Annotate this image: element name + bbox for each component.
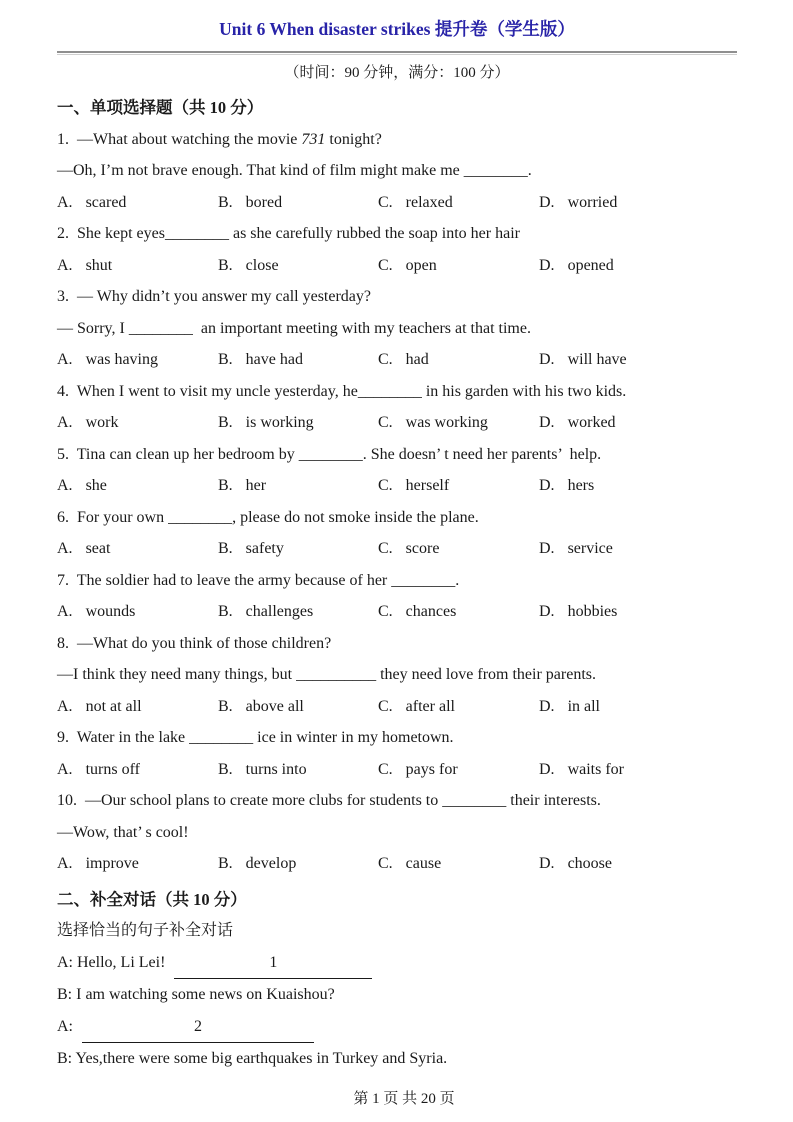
question-line: 6. For your own ________, please do not smoke inside the plane. [57, 508, 479, 526]
option-text: pays for [405, 760, 458, 778]
option-letter: A. [57, 603, 73, 620]
option-letter: D. [539, 414, 555, 431]
option-text: worked [567, 414, 616, 431]
options-row [57, 691, 737, 723]
option-letter: C. [378, 697, 393, 715]
option-letter: D. [539, 603, 555, 620]
page-header [57, 16, 737, 88]
option-text: service [567, 540, 613, 557]
option [218, 407, 378, 439]
option [57, 407, 218, 439]
option-letter: D. [539, 193, 555, 211]
option-letter: C. [378, 477, 393, 494]
option-letter: A. [57, 760, 73, 778]
option-text: turns off [85, 760, 140, 778]
question-block [57, 565, 737, 628]
option-letter: B. [218, 603, 233, 620]
option [539, 754, 737, 786]
option [218, 187, 378, 219]
section2-instruction: 选择恰当的句子补全对话 [57, 922, 234, 939]
option-text: had [405, 351, 429, 368]
option-letter: A. [57, 477, 73, 494]
option-letter: C. [378, 351, 393, 368]
option-text: relaxed [405, 193, 453, 211]
option-text: shut [85, 256, 113, 274]
option-letter: B. [218, 760, 233, 778]
option-letter: B. [218, 855, 233, 872]
option-text: waits for [567, 760, 624, 778]
question-line [57, 124, 737, 156]
option-text: opened [567, 256, 614, 274]
question-line: —Wow, that’ s cool! [57, 823, 189, 841]
option-text: score [405, 540, 440, 557]
option [57, 596, 218, 628]
option-letter: A. [57, 351, 73, 368]
option [539, 533, 737, 565]
option-text: not at all [85, 697, 142, 715]
option-letter: A. [57, 540, 73, 557]
option-text: have had [245, 351, 303, 368]
option [218, 344, 378, 376]
dialogue-line: B: Yes,there were some big earthquakes in Turkey and Syria. [57, 1050, 448, 1067]
question-line: 7. The soldier had to leave the army because of her ________. [57, 571, 460, 589]
option-letter: D. [539, 855, 555, 872]
option-letter: C. [378, 603, 393, 620]
question-line-pre: 1. —What about watching the movie [57, 130, 302, 148]
options-row [57, 407, 737, 439]
option-text: close [245, 256, 279, 274]
question-block [57, 124, 737, 219]
option-letter: B. [218, 414, 233, 431]
section1-heading: 一、单项选择题（共 10 分） [57, 98, 264, 117]
option [57, 187, 218, 219]
dialogue-blank: 2 [82, 1011, 314, 1044]
option [378, 250, 539, 282]
option [539, 187, 737, 219]
option-letter: B. [218, 193, 233, 211]
option-letter: D. [539, 351, 555, 368]
option-text: was working [405, 414, 488, 431]
option [218, 848, 378, 880]
option [218, 533, 378, 565]
option-text: challenges [245, 603, 314, 620]
question-block [57, 439, 737, 502]
option [539, 407, 737, 439]
dialogue [57, 947, 737, 1075]
question-line: 10. —Our school plans to create more clubs for students to ________ their interests. [57, 792, 601, 809]
option [57, 344, 218, 376]
option-letter: B. [218, 697, 233, 715]
option [218, 754, 378, 786]
option-letter: D. [539, 540, 555, 557]
option-text: chances [405, 603, 457, 620]
option-letter: D. [539, 256, 555, 274]
option-letter: C. [378, 414, 393, 431]
option [57, 691, 218, 723]
question-line: —Oh, I’m not brave enough. That kind of film might make me ________. [57, 162, 532, 179]
option-text: develop [245, 855, 297, 872]
options-row [57, 754, 737, 786]
option [57, 250, 218, 282]
option [218, 250, 378, 282]
option-letter: A. [57, 697, 73, 715]
option-letter: A. [57, 256, 73, 274]
option [539, 344, 737, 376]
dialogue-line [57, 947, 737, 980]
option-text: she [85, 477, 107, 494]
options-row [57, 533, 737, 565]
option-text: herself [405, 477, 450, 494]
option-text: hobbies [567, 603, 618, 620]
option [218, 691, 378, 723]
option-text: in all [567, 697, 600, 715]
option [378, 407, 539, 439]
question-line: 8. —What do you think of those children? [57, 634, 332, 652]
option-text: worried [567, 193, 618, 211]
option-text: her [245, 477, 267, 494]
question-line: — Sorry, I ________ an important meeting with my teachers at that time. [57, 319, 531, 337]
question-line: 9. Water in the lake ________ ice in winter in my hometown. [57, 729, 454, 746]
option-text: cause [405, 855, 442, 872]
question-line: —I think they need many things, but __________ they need love from their parents. [57, 666, 596, 683]
option [378, 596, 539, 628]
option [218, 596, 378, 628]
option-letter: B. [218, 540, 233, 557]
option [539, 596, 737, 628]
option-text: improve [85, 855, 139, 872]
exam-time-score-info: （时间：90 分钟，满分：100 分） [284, 65, 510, 81]
options-row [57, 187, 737, 219]
options-row [57, 596, 737, 628]
options-row [57, 250, 737, 282]
question-block [57, 502, 737, 565]
question-line-post: tonight? [325, 130, 382, 148]
option [57, 533, 218, 565]
option [378, 187, 539, 219]
option-text: will have [567, 351, 627, 368]
option-text: scared [85, 193, 127, 211]
option-text: was having [85, 351, 158, 368]
option-text: turns into [245, 760, 307, 778]
dialogue-prefix: A: Hello, Li Lei! [57, 953, 166, 971]
question-line: 4. When I went to visit my uncle yesterday, he________ in his garden with his two kids. [57, 382, 627, 400]
option-text: seat [85, 540, 111, 557]
option [378, 754, 539, 786]
dialogue-prefix: A: [57, 1017, 73, 1035]
option [378, 533, 539, 565]
option-text: choose [567, 855, 612, 872]
option-letter: C. [378, 256, 393, 274]
options-row [57, 848, 737, 880]
option [378, 691, 539, 723]
option-letter: B. [218, 477, 233, 494]
option [539, 250, 737, 282]
option-text: safety [245, 540, 284, 557]
option [218, 470, 378, 502]
option-letter: A. [57, 193, 73, 211]
question-block [57, 218, 737, 281]
dialogue-blank: 1 [174, 947, 372, 980]
question-block [57, 376, 737, 439]
option-letter: C. [378, 193, 393, 211]
option [57, 470, 218, 502]
option [539, 470, 737, 502]
option-letter: D. [539, 477, 555, 494]
option-letter: B. [218, 256, 233, 274]
option-text: hers [567, 477, 595, 494]
question-block [57, 785, 737, 880]
option-letter: B. [218, 351, 233, 368]
dialogue-line: B: I am watching some news on Kuaishou? [57, 986, 335, 1003]
options-row [57, 470, 737, 502]
option [539, 691, 737, 723]
option [57, 754, 218, 786]
question-block [57, 628, 737, 723]
option-letter: A. [57, 855, 73, 872]
option-letter: C. [378, 540, 393, 557]
page-title: Unit 6 When disaster strikes 提升卷（学生版） [219, 19, 575, 39]
question-block [57, 281, 737, 376]
option-letter: C. [378, 760, 393, 778]
options-row [57, 344, 737, 376]
option-letter: D. [539, 697, 555, 715]
option-text: is working [245, 414, 314, 431]
title-divider [57, 51, 737, 55]
option-letter: C. [378, 855, 393, 872]
option-text: after all [405, 697, 455, 715]
page-footer [0, 1066, 793, 1122]
movie-title-italic: 731 [301, 130, 326, 148]
option-text: above all [245, 697, 304, 715]
option-text: wounds [85, 603, 136, 620]
option [378, 344, 539, 376]
option-letter: D. [539, 760, 555, 778]
option-text: open [405, 256, 437, 274]
section2-heading: 二、补全对话（共 10 分） [57, 889, 247, 909]
option-letter: A. [57, 414, 73, 431]
question-line: 5. Tina can clean up her bedroom by ________. She doesn’ t need her parents’ help. [57, 445, 602, 463]
option-text: work [85, 414, 119, 431]
page-number-label: 第 1 页 共 20 页 [353, 1091, 455, 1107]
dialogue-line [57, 1011, 737, 1044]
question-line: 3. — Why didn’t you answer my call yesterday? [57, 288, 371, 305]
question-line: 2. She kept eyes________ as she carefully rubbed the soap into her hair [57, 225, 520, 242]
option [378, 470, 539, 502]
option [57, 848, 218, 880]
option [378, 848, 539, 880]
question-block [57, 722, 737, 785]
exam-body [57, 92, 737, 1075]
question-list [57, 124, 737, 880]
option [539, 848, 737, 880]
option-text: bored [245, 193, 283, 211]
